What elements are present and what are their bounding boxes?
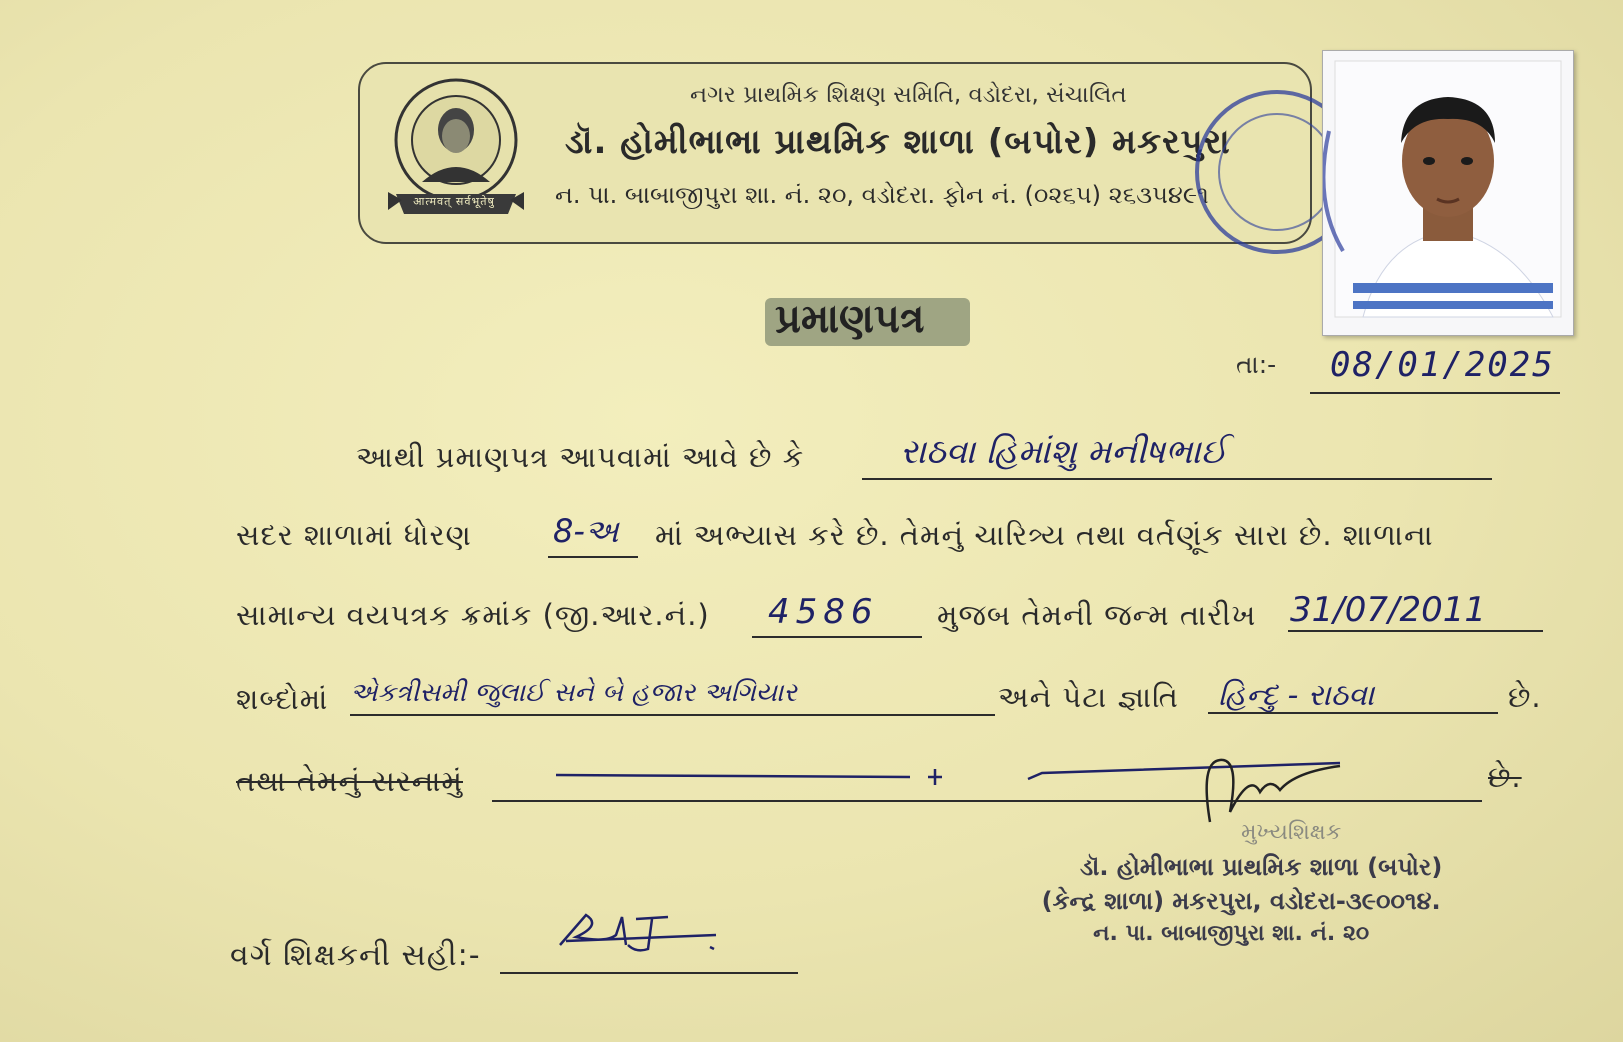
principal-school-line: ડૉ. હોમીભાભા પ્રાથમિક શાળા (બપોર) bbox=[1080, 853, 1443, 881]
birth-date-line bbox=[1288, 630, 1543, 632]
address-end-text-struck: છે. bbox=[1488, 760, 1522, 794]
standard-label: સદર શાળામાં ધોરણ bbox=[236, 518, 472, 552]
words-label: શબ્દોમાં bbox=[236, 682, 329, 716]
class-teacher-signature bbox=[556, 905, 726, 965]
principal-address-line: (કેન્દ્ર શાળા) મકરપુરા, વડોદરા-૩૯૦૦૧૪. bbox=[1041, 887, 1441, 915]
standard-value: 8-અ bbox=[553, 512, 619, 550]
principal-stamp bbox=[1040, 820, 1442, 946]
principal-role: મુખ્યશિક્ષક bbox=[1240, 820, 1342, 845]
class-teacher-signature-line bbox=[500, 972, 798, 974]
student-name-value: રાઠવા હિમાંશુ મનીષભાઈ bbox=[900, 432, 1228, 472]
caste-label: અને પેટા જ્ઞાતિ bbox=[998, 680, 1179, 714]
date-value: 08/01/2025 bbox=[1330, 345, 1555, 385]
class-teacher-signature-label: વર્ગ શિક્ષકની સહી:- bbox=[230, 938, 481, 973]
student-portrait-image bbox=[1323, 51, 1573, 335]
line4-end-text: છે. bbox=[1508, 680, 1542, 714]
caste-value: હિન્દુ - રાઠવા bbox=[1218, 678, 1375, 713]
school-address-phone: ન. પા. બાબાજીપુરા શા. નં. ૨૦, વડોદરા. ફોન નં. (૦૨૬૫) ૨૬૩૫૪૯૧ bbox=[555, 181, 1209, 209]
gr-number-label: સામાન્ય વયપત્રક ક્રમાંક (જી.આર.નં.) bbox=[236, 598, 710, 632]
gr-number-value: 4586 bbox=[768, 592, 879, 632]
birth-date-words-line bbox=[350, 714, 995, 716]
birth-date-value: 31/07/2011 bbox=[1290, 590, 1486, 630]
caste-line bbox=[1208, 712, 1498, 714]
principal-branch-line: ન. પા. બાબાજીપુરા શા. નં. ૨૦ bbox=[1093, 921, 1370, 946]
intro-text: આથી પ્રમાણપત્ર આપવામાં આવે છે કે bbox=[356, 440, 805, 474]
round-stamp-mark bbox=[1185, 72, 1345, 272]
birth-date-words-value: એકત્રીસમી જુલાઈ સને બે હજાર અગિયાર bbox=[350, 678, 797, 708]
emblem-motto: आत्मवत् सर्वभूतेषु bbox=[413, 195, 495, 208]
conduct-text: માં અભ્યાસ કરે છે. તેમનું ચારિત્ર્ય તથા વર્તણૂંક સારા છે. શાળાના bbox=[655, 518, 1434, 552]
gr-number-line bbox=[752, 636, 922, 638]
header-subtitle: નગર પ્રાથમિક શિક્ષણ સમિતિ, વડોદરા, સંચાલિત bbox=[690, 82, 1127, 108]
student-photo bbox=[1322, 50, 1574, 336]
date-underline bbox=[1310, 392, 1560, 394]
school-name: ડૉ. હોમીભાભા પ્રાથમિક શાળા (બપોર) મકરપુરા bbox=[565, 122, 1231, 162]
student-name-line bbox=[862, 478, 1492, 480]
certificate-title: પ્રમાણપત્ર bbox=[775, 296, 925, 342]
address-label-struck: તથા તેમનું સરનામું bbox=[236, 764, 463, 798]
date-label: તા:- bbox=[1236, 350, 1277, 379]
birth-date-label: મુજબ તેમની જન્મ તારીખ bbox=[937, 598, 1257, 632]
school-header bbox=[358, 62, 1312, 244]
standard-line bbox=[548, 556, 638, 558]
